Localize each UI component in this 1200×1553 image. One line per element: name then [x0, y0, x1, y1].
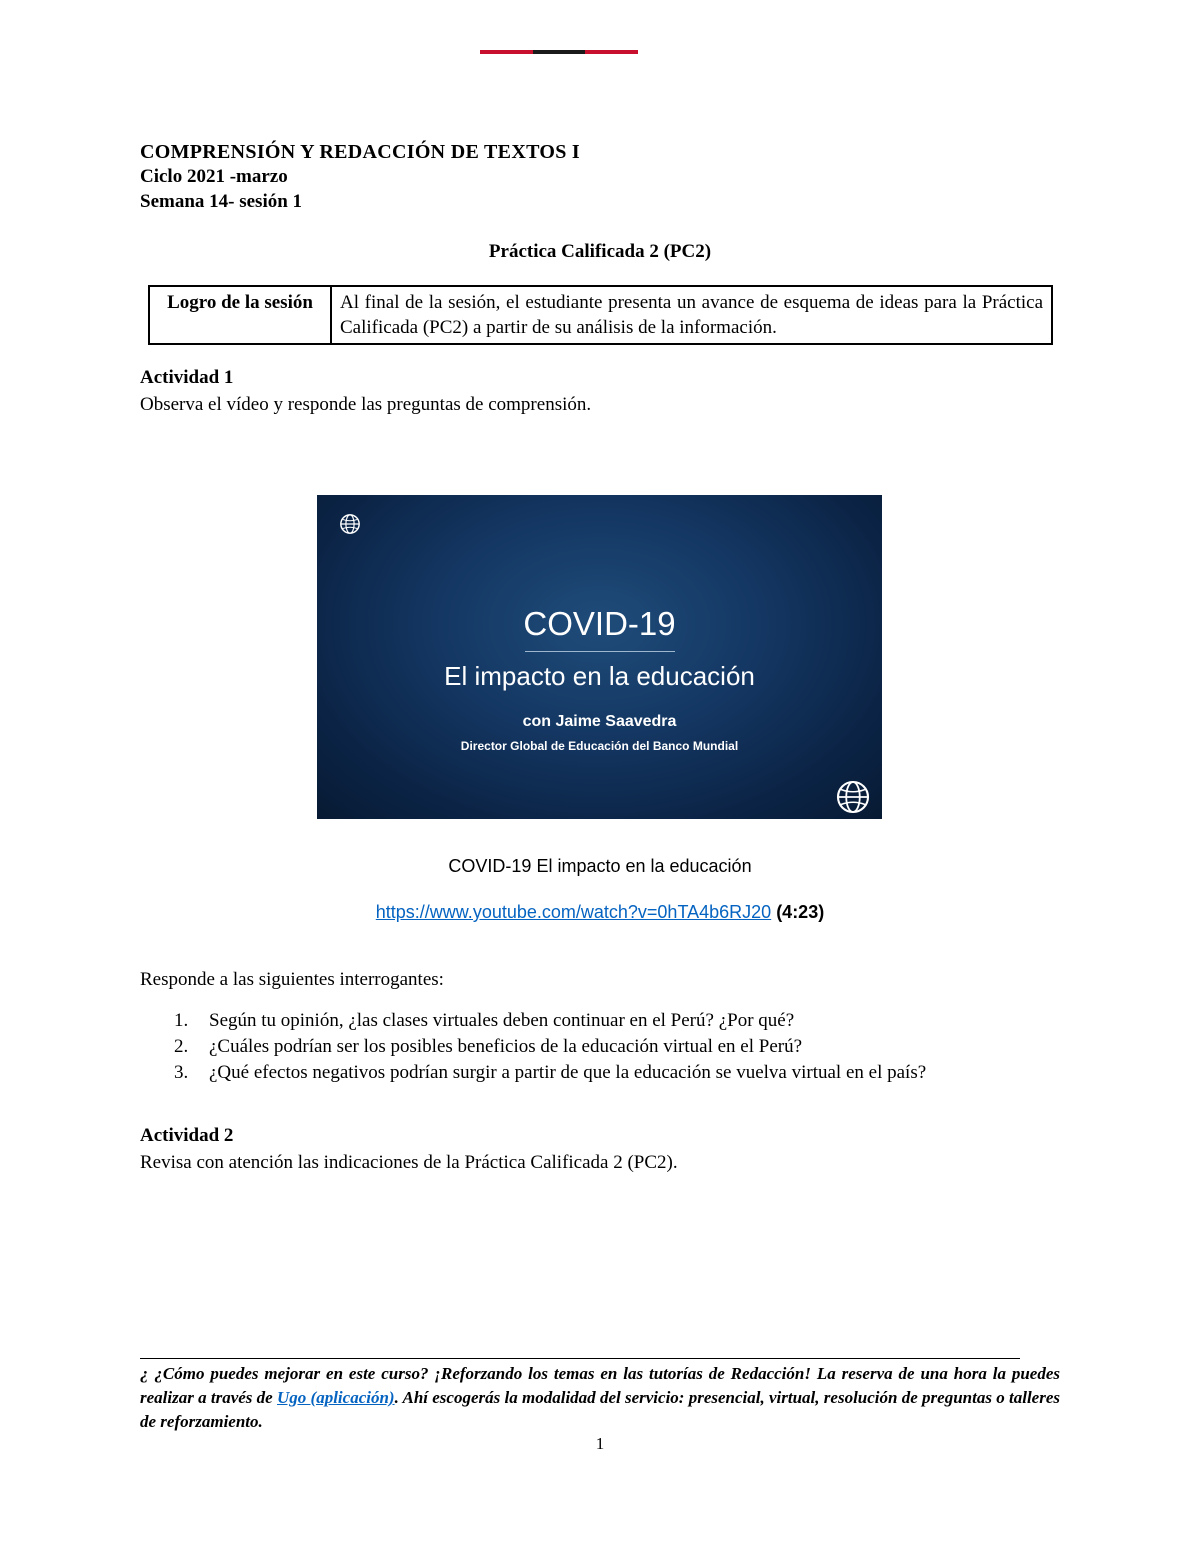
video-thumbnail[interactable]	[317, 495, 882, 819]
cycle-label: Ciclo 2021 -marzo	[140, 166, 288, 187]
footer-divider	[140, 1358, 1020, 1359]
week-label: Semana 14- sesión 1	[140, 191, 303, 212]
course-title: COMPRENSIÓN Y REDACCIÓN DE TEXTOS I	[140, 141, 581, 163]
footer-text-part1: ¿ ¿Cómo puedes mejorar en este curso? ¡Reforzando los temas en las tutorías de Redacción! La reserva de una hora la puedes realizar a través de	[140, 1364, 1060, 1407]
video-divider	[525, 651, 675, 652]
question-text: ¿Qué efectos negativos podrían surgir a partir de que la educación se vuelva virtual en el país?	[209, 1062, 927, 1083]
questions-intro: Responde a las siguientes interrogantes:	[140, 969, 444, 990]
ugo-app-link[interactable]: Ugo (aplicación)	[277, 1388, 395, 1407]
question-number: 3.	[174, 1062, 189, 1083]
header-accent-line	[480, 50, 638, 54]
video-presenter: con Jaime Saavedra	[522, 713, 677, 730]
video-duration: (4:23)	[776, 902, 825, 922]
activity1-text: Observa el vídeo y responde las preguntas de comprensión.	[140, 394, 592, 415]
video-title-line1: COVID-19	[523, 605, 676, 642]
list-item	[140, 1034, 926, 1060]
activity1-title: Actividad 1	[140, 367, 234, 388]
achievement-table	[148, 285, 1053, 345]
video-link-line	[0, 902, 1200, 923]
achievement-row	[149, 286, 1052, 344]
question-text: Según tu opinión, ¿las clases virtuales deben continuar en el Perú? ¿Por qué?	[209, 1010, 795, 1031]
achievement-content: Al final de la sesión, el estudiante presenta un avance de esquema de ideas para la Práctica Calificada (PC2) a partir de su análisis de la información.	[331, 286, 1052, 344]
youtube-link[interactable]: https://www.youtube.com/watch?v=0hTA4b6RJ20	[375, 902, 772, 922]
video-presenter-role: Director Global de Educación del Banco Mundial	[460, 739, 739, 753]
question-number: 1.	[174, 1010, 189, 1031]
video-title-line2: El impacto en la educación	[444, 661, 755, 691]
footer-note	[140, 1362, 1060, 1434]
page-number: 1	[595, 1434, 605, 1453]
video-caption: COVID-19 El impacto en la educación	[448, 856, 752, 876]
list-item	[140, 1008, 926, 1034]
questions-list	[140, 1008, 926, 1086]
question-number: 2.	[174, 1036, 189, 1057]
activity2-title: Actividad 2	[140, 1125, 234, 1146]
globe-icon	[339, 513, 361, 535]
practice-title: Práctica Calificada 2 (PC2)	[488, 241, 712, 262]
achievement-label: Logro de la sesión	[149, 286, 331, 344]
activity2-text: Revisa con atención las indicaciones de la Práctica Calificada 2 (PC2).	[140, 1152, 678, 1173]
globe-icon	[835, 779, 871, 815]
footer-text-part2: . Ahí escogerás la modalidad del servicio: presencial, virtual, resolución de preguntas o talleres de reforzamiento.	[140, 1388, 1060, 1431]
list-item	[140, 1060, 926, 1086]
question-text: ¿Cuáles podrían ser los posibles beneficios de la educación virtual en el Perú?	[209, 1036, 803, 1057]
